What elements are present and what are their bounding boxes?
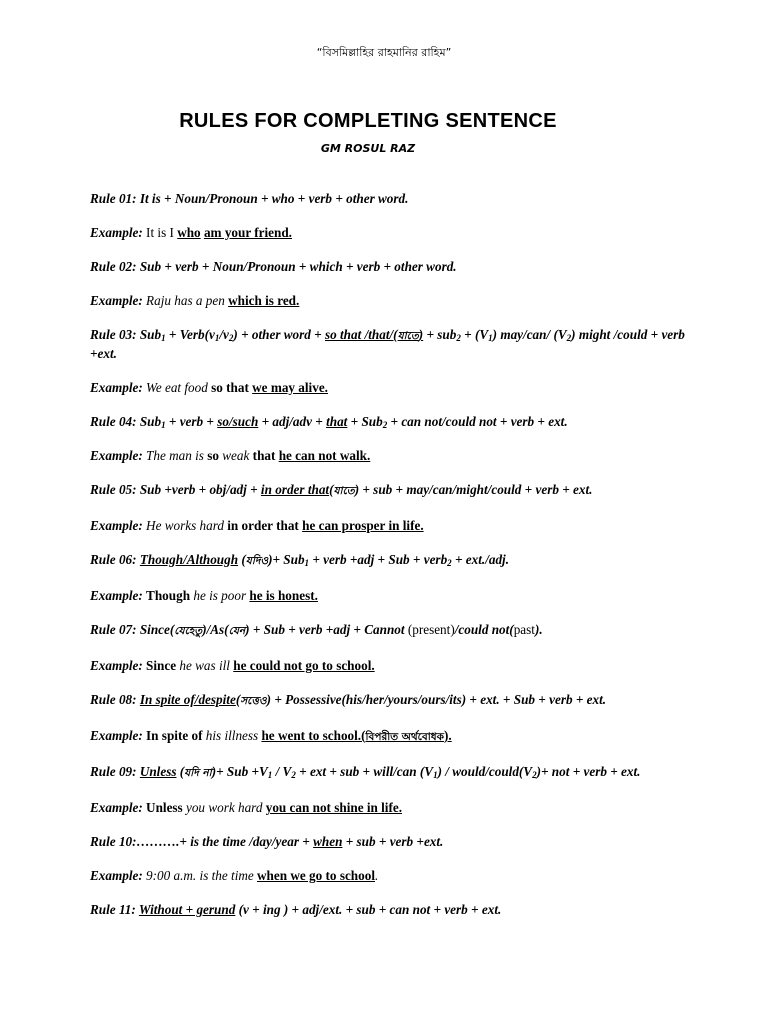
example-label: Example: (90, 293, 143, 308)
example-keyword: In spite of (146, 728, 203, 743)
example-10 (90, 867, 690, 884)
rule-text: /could not( (454, 622, 514, 637)
example-06 (90, 587, 690, 604)
example-03 (90, 379, 690, 396)
rule-text: + Verb(v (168, 327, 215, 342)
rule-06 (90, 551, 690, 570)
example-clause-text: ). (444, 728, 452, 743)
rule-text: Sub (139, 327, 162, 342)
example-keyword: Though (146, 588, 191, 603)
rule-keyword: Unless (139, 764, 177, 779)
rule-text: /v (219, 327, 229, 342)
example-keyword: so (207, 448, 219, 463)
rule-text: + adj/adv + (261, 414, 323, 429)
bengali-gloss: যাতে (397, 330, 419, 342)
example-text: Raju has a pen (146, 293, 225, 308)
subscript: 2 (456, 333, 461, 343)
rule-text: )+ Sub +V (211, 764, 268, 779)
example-clause: am your friend. (203, 225, 292, 240)
rule-text: ( (179, 764, 185, 779)
example-label: Example: (90, 448, 143, 463)
example-clause: he could not go to school. (233, 658, 375, 673)
example-text: He works hard (146, 518, 224, 533)
rule-text: + verb +adj + Sub + verb (312, 552, 448, 567)
rule-keyword: when (313, 834, 343, 849)
bengali-gloss: যদি না (184, 767, 212, 779)
rule-text: It is + Noun/Pronoun + who + verb + other word. (139, 191, 409, 206)
example-clause: we may alive. (252, 380, 328, 395)
example-text: he is poor (193, 588, 247, 603)
subscript: 1 (433, 770, 438, 780)
rule-text: ) / would/could(V (437, 764, 533, 779)
example-04 (90, 447, 690, 464)
example-01 (90, 224, 690, 241)
example-keyword: Unless (146, 800, 183, 815)
rule-text: )/As( (202, 622, 229, 637)
rule-11 (90, 901, 690, 918)
rule-label: Rule 05: (90, 482, 137, 497)
rule-text: ( (241, 552, 246, 567)
bengali-gloss: যেহেতু (174, 625, 203, 637)
example-clause: you can not shine in life. (265, 800, 403, 815)
rule-keyword: In spite of/despite (139, 692, 236, 707)
rule-keyword: in order that (260, 482, 330, 497)
rule-text: (v + ing ) + adj/ext. + sub + can not + verb + ext. (238, 902, 502, 917)
example-label: Example: (90, 728, 143, 743)
bengali-gloss: বিপরীত অর্থবোধক (365, 731, 445, 743)
example-07 (90, 657, 690, 674)
rule-keyword: that (326, 414, 348, 429)
rule-label: Rule 03: (90, 327, 137, 342)
example-clause: he is honest. (249, 588, 318, 603)
rule-label: Rule 10: (90, 834, 137, 849)
example-label: Example: (90, 518, 143, 533)
example-keyword: in order that (227, 518, 299, 533)
example-text: 9:00 a.m. is the time (146, 868, 254, 883)
example-clause: when we go to school (257, 868, 375, 883)
rule-label: Rule 08: (90, 692, 137, 707)
example-text: you work hard (185, 800, 263, 815)
rule-text: Sub (139, 414, 162, 429)
rule-text: )+ Sub (268, 552, 305, 567)
rule-label: Rule 11: (90, 902, 136, 917)
subscript: 1 (214, 333, 220, 343)
subscript: 2 (291, 770, 296, 780)
example-clause-text: he went to school.( (261, 728, 366, 743)
rule-text: + sub + verb +ext. (345, 834, 444, 849)
subscript: 2 (382, 420, 388, 430)
example-label: Example: (90, 868, 143, 883)
rule-02 (90, 258, 690, 275)
subscript: 1 (304, 558, 310, 568)
rule-09 (90, 763, 690, 782)
bengali-gloss: যাতে (333, 485, 355, 497)
rule-note: (present) (407, 622, 455, 637)
example-keyword: that (252, 448, 276, 463)
rule-text: ) + Sub + verb +adj + Cannot (245, 622, 405, 637)
rule-text: + ext./adj. (454, 552, 510, 567)
subscript: 2 (447, 558, 452, 568)
rule-label: Rule 02: (90, 259, 137, 274)
rule-keyword-text: so that /that/( (325, 327, 398, 342)
subscript: 1 (161, 333, 166, 343)
rule-text: + can not/could not + verb + ext. (390, 414, 568, 429)
example-09 (90, 799, 690, 816)
rule-04 (90, 413, 690, 430)
example-clause: which is red. (228, 293, 300, 308)
example-label: Example: (90, 225, 143, 240)
example-keyword: who (177, 225, 201, 240)
rule-10 (90, 833, 690, 850)
rule-text: ( (329, 482, 334, 497)
subscript: 2 (566, 333, 572, 343)
example-keyword: Since (146, 658, 177, 673)
rule-01 (90, 190, 690, 207)
example-text: The man is (146, 448, 204, 463)
example-label: Example: (90, 658, 143, 673)
example-label: Example: (90, 588, 143, 603)
rule-text: Sub + verb + Noun/Pronoun + which + verb + other word. (139, 259, 457, 274)
example-08 (90, 727, 690, 746)
rule-text: Since( (139, 622, 175, 637)
subscript: 2 (532, 770, 537, 780)
rule-keyword: Though/Although (139, 552, 239, 567)
rule-keyword-text: ) (418, 327, 424, 342)
example-clause (261, 728, 451, 743)
example-text: his illness (205, 728, 259, 743)
subscript: 1 (488, 333, 493, 343)
example-02 (90, 292, 690, 309)
rule-text: + Sub (350, 414, 383, 429)
rule-text: ) might /could + verb +ext. (90, 327, 685, 361)
rule-text: + ext + sub + will/can (V (299, 764, 434, 779)
rule-label: Rule 06: (90, 552, 137, 567)
rule-text: ) + sub + may/can/might/could + verb + ext. (354, 482, 593, 497)
rule-text: ). (534, 622, 543, 637)
example-clause: he can not walk. (278, 448, 371, 463)
subscript: 1 (267, 770, 273, 780)
bengali-gloss: যেন (228, 625, 246, 637)
example-text: weak (222, 448, 250, 463)
rule-text: + verb + (168, 414, 214, 429)
author-name: GM ROSUL RAZ (320, 142, 416, 155)
rule-text: ( (235, 692, 241, 707)
bengali-gloss: যদিও (245, 555, 269, 567)
rule-text: Sub +verb + obj/adj + (139, 482, 258, 497)
rule-text: ……….+ is the time /day/year + (136, 834, 310, 849)
rule-label: Rule 04: (90, 414, 137, 429)
example-text: It is I (146, 225, 174, 240)
rule-label: Rule 07: (90, 622, 137, 637)
rule-keyword: so/such (217, 414, 259, 429)
page-title: RULES FOR COMPLETING SENTENCE (179, 110, 557, 132)
subscript: 1 (161, 420, 166, 430)
example-clause: he can prosper in life. (302, 518, 424, 533)
rule-note: past (513, 622, 535, 637)
rule-08 (90, 691, 690, 710)
rule-label: Rule 09: (90, 764, 137, 779)
bismillah-header: “বিসমিল্লাহির রাহমানির রাহিম” (316, 46, 452, 59)
rule-text: ) + other word + (233, 327, 322, 342)
rule-text: / V (275, 764, 292, 779)
example-text: he was ill (179, 658, 230, 673)
rule-label: Rule 01: (90, 191, 137, 206)
rule-text: ) + Possessive(his/her/yours/ours/its) + ext. + Sub + verb + ext. (266, 692, 607, 707)
example-label: Example: (90, 800, 143, 815)
rule-text: )+ not + verb + ext. (536, 764, 641, 779)
rule-05 (90, 481, 690, 500)
rule-text: ) may/can/ (V (492, 327, 567, 342)
example-label: Example: (90, 380, 143, 395)
example-text: We eat food (146, 380, 208, 395)
bengali-gloss: সত্তেও (240, 695, 267, 707)
rules-list (90, 190, 690, 935)
rule-keyword: Without + gerund (138, 902, 236, 917)
rule-text: + sub (426, 327, 457, 342)
rule-keyword (325, 327, 423, 342)
example-05 (90, 517, 690, 534)
rule-03 (90, 326, 690, 362)
rule-07 (90, 621, 690, 640)
subscript: 2 (228, 333, 234, 343)
rule-text: + (V (464, 327, 489, 342)
example-text: . (375, 868, 379, 883)
example-keyword: so that (211, 380, 249, 395)
